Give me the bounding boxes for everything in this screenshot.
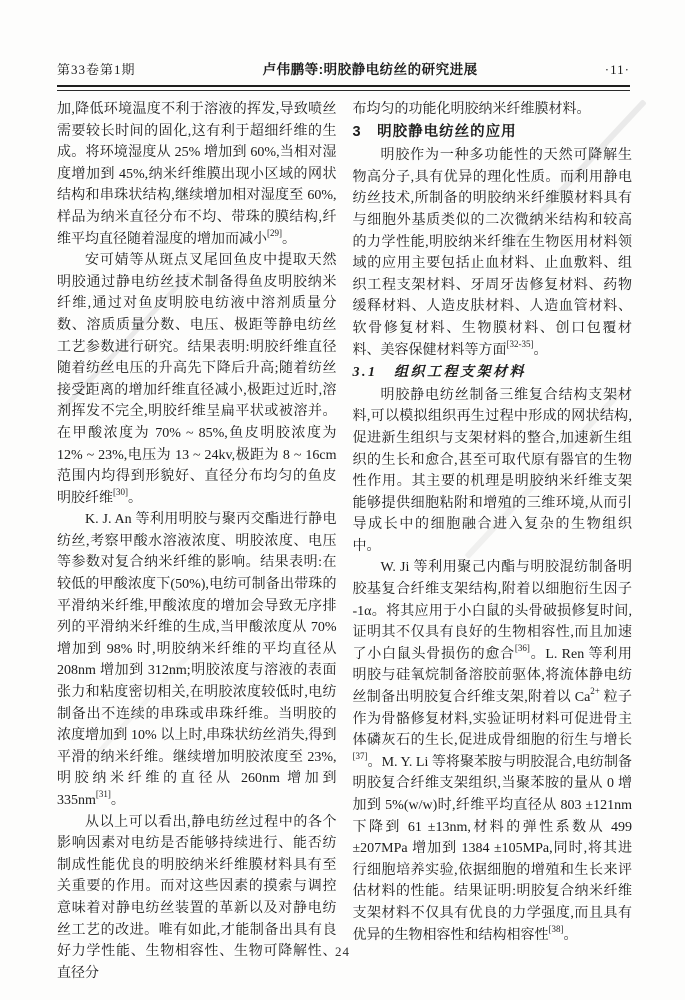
page-header — [57, 61, 630, 79]
paragraph-kjan-study: K. J. An 等利用明胶与聚丙交酯进行静电纺丝,考察甲酸水溶液浓度、明胶浓度、电压等参数对复合纳米纤维的影响。结果表明:在较低的甲酸浓度下(50%),电纺可制备出带珠的平滑纳米纤维,甲酸浓度的增加会导致无序排列的平滑纳米纤维的生成,当甲酸浓度从 70% 增加到 98% 时,明胶纳米纤维的平均直径从 208nm 增加到 312nm;明胶浓度与溶液的表面张力和粘度密切相关,在明胶浓度较低时,电纺制备出不连续的串珠或串珠纤维。当明胶的浓度增加到 10% 以上时,串珠状纺丝消失,得到平滑的纳米纤维。继续增加明胶浓度至 23%,明胶纳米纤维的直径从 260nm 增加到 335nm[31]。 — [57, 512, 337, 808]
left-column — [57, 99, 337, 984]
superscript-reference: [32-35] — [506, 338, 534, 349]
paragraph-scaffold-mechanism: 明胶静电纺丝制备三维复合结构支架材料,可以模拟组织再生过程中形成的网状结构,促进新生组织与支架材料的整合,加速新生组织的生长和愈合,甚至可取代原有器官的生物性作用。其主要的机理是明胶纳米纤维支架能够提供细胞粘附和增殖的三维环境,从而引导成长中的细胞融合进入复杂的生物组织中。 — [352, 387, 632, 554]
superscript-reference: [36] — [514, 643, 530, 654]
two-column-body — [57, 99, 632, 984]
running-title: 卢伟鹏等:明胶静电纺丝的研究进展 — [262, 62, 478, 77]
page-footer — [0, 944, 685, 960]
superscript-reference: [37] — [352, 751, 368, 762]
superscript-reference: [38] — [548, 923, 564, 934]
footer-page-number: 24 — [335, 944, 350, 959]
volume-issue-label: 第33卷第1期 — [57, 62, 136, 77]
superscript-reference: [31] — [95, 789, 111, 800]
paragraph-applications-overview: 明胶作为一种多功能性的天然可降解生物高分子,具有优异的理化性质。而利用静电纺丝技术,所制备的明胶纳米纤维膜材料具有与细胞外基质类似的二次微纳米结构和较高的力学性能,明胶纳米纤维在生物医用材料领域的应用主要包括止血材料、止血敷料、组织工程支架材料、牙周牙齿修复材料、药物缓释材料、人造皮肤材料、人造血管材料、软骨修复材料、生物膜材料、创口包覆材料、美容保健材料等方面[32-35]。 — [352, 148, 632, 358]
superscript-reference: [30] — [113, 487, 128, 498]
header-double-rule — [57, 85, 630, 91]
paragraph-continuation: 布均匀的功能化明胶纳米纤维膜材料。 — [352, 102, 591, 117]
paragraph-summary: 从以上可以看出,静电纺丝过程中的各个影响因素对电纺是否能够持续进行、能否纺制成性能优良的明胶纳米纤维膜材料具有至关重要的作用。而对这些因素的摸索与调控意味着对静电纺丝装置的革新以及对静电纺丝工艺的改进。唯有如此,才能制备出具有良好力学性能、生物相容性、生物可降解性、直径分 — [57, 814, 337, 981]
header-page-number: ·11· — [604, 62, 630, 77]
section-heading-applications: 3 明胶静电纺丝的应用 — [352, 123, 517, 140]
paragraph-scaffold-studies: W. Ji 等利用聚己内酯与明胶混纺制备明胶基复合纤维支架结构,附着以细胞衍生因子 -1α。将其应用于小白鼠的头骨破损修复时间,证明其不仅具有良好的生物相容性,而且加速了小白鼠头骨损伤的愈合[36]。L. Ren 等利用明胶与硅氧烷制备溶胶前驱体,将流体静电纺丝制备出明胶复合纤维支架,附着以 Ca$^{2+}$ 粒子作为骨骼修复材料,实验证明材料可促进骨主体磷灰石的生长,促进成骨细胞的衍生与增长[37]。M. Y. Li 等将聚苯胺与明胶混合,电纺制备明胶复合纤维支架组织,当聚苯胺的量从 0 增加到 5%(w/w)时,纤维平均直径从 803 ±121nm 下降到 61 ±13nm,材料的弹性系数从 499 ±207MPa 增加到 1384 ±105MPa,同时,将其进行细胞培养实验,依据细胞的增殖和生长来评估材料的性能。结果证明:明胶复合纳米纤维支架材料不仅具有优良的力学强度,而且具有优异的生物相容性和结构相容性[38]。 — [352, 560, 632, 943]
superscript-reference: [29] — [267, 227, 282, 238]
superscript-reference: 2+ — [590, 686, 600, 697]
paragraph-fish-skin-gelatin: 安可婧等从斑点叉尾回鱼皮中提取天然明胶通过静电纺丝技术制备得鱼皮明胶纳米纤维,通过对鱼皮明胶电纺液中溶剂质量分数、溶质质量分数、电压、极距等静电纺丝工艺参数进行研究。结果表明:明胶纤维直径随着纺丝电压的升高先下降后升高;随着纺丝接受距离的增加纤维直径减小,极距过近时,溶剂挥发不完全,明胶纤维呈扁平状或被溶并。在甲酸浓度为 70% ~ 85%,鱼皮明胶浓度为 12% ~ 23%,电压为 13 ~ 24kv,极距为 8 ~ 16cm 范围内均得到形貌好、直径分布均匀的鱼皮明胶纤维[30]。 — [57, 253, 337, 506]
right-column — [353, 99, 633, 984]
subsection-heading-scaffold: 3.1 组织工程支架材料 — [352, 365, 526, 381]
paragraph-humidity-effects: 加,降低环境温度不利于溶液的挥发,导致喷丝需要较长时间的固化,这有利于超细纤维的生成。将环境湿度从 25% 增加到 60%,当相对湿度增加到 45%,纳米纤维膜出现小区域的网状结构和串珠状结构,继续增加相对湿度至 60%,样品为纳米直径分布不均、带珠的膜结构,纤维平均直径随着湿度的增加而减小[29]。 — [57, 102, 337, 247]
